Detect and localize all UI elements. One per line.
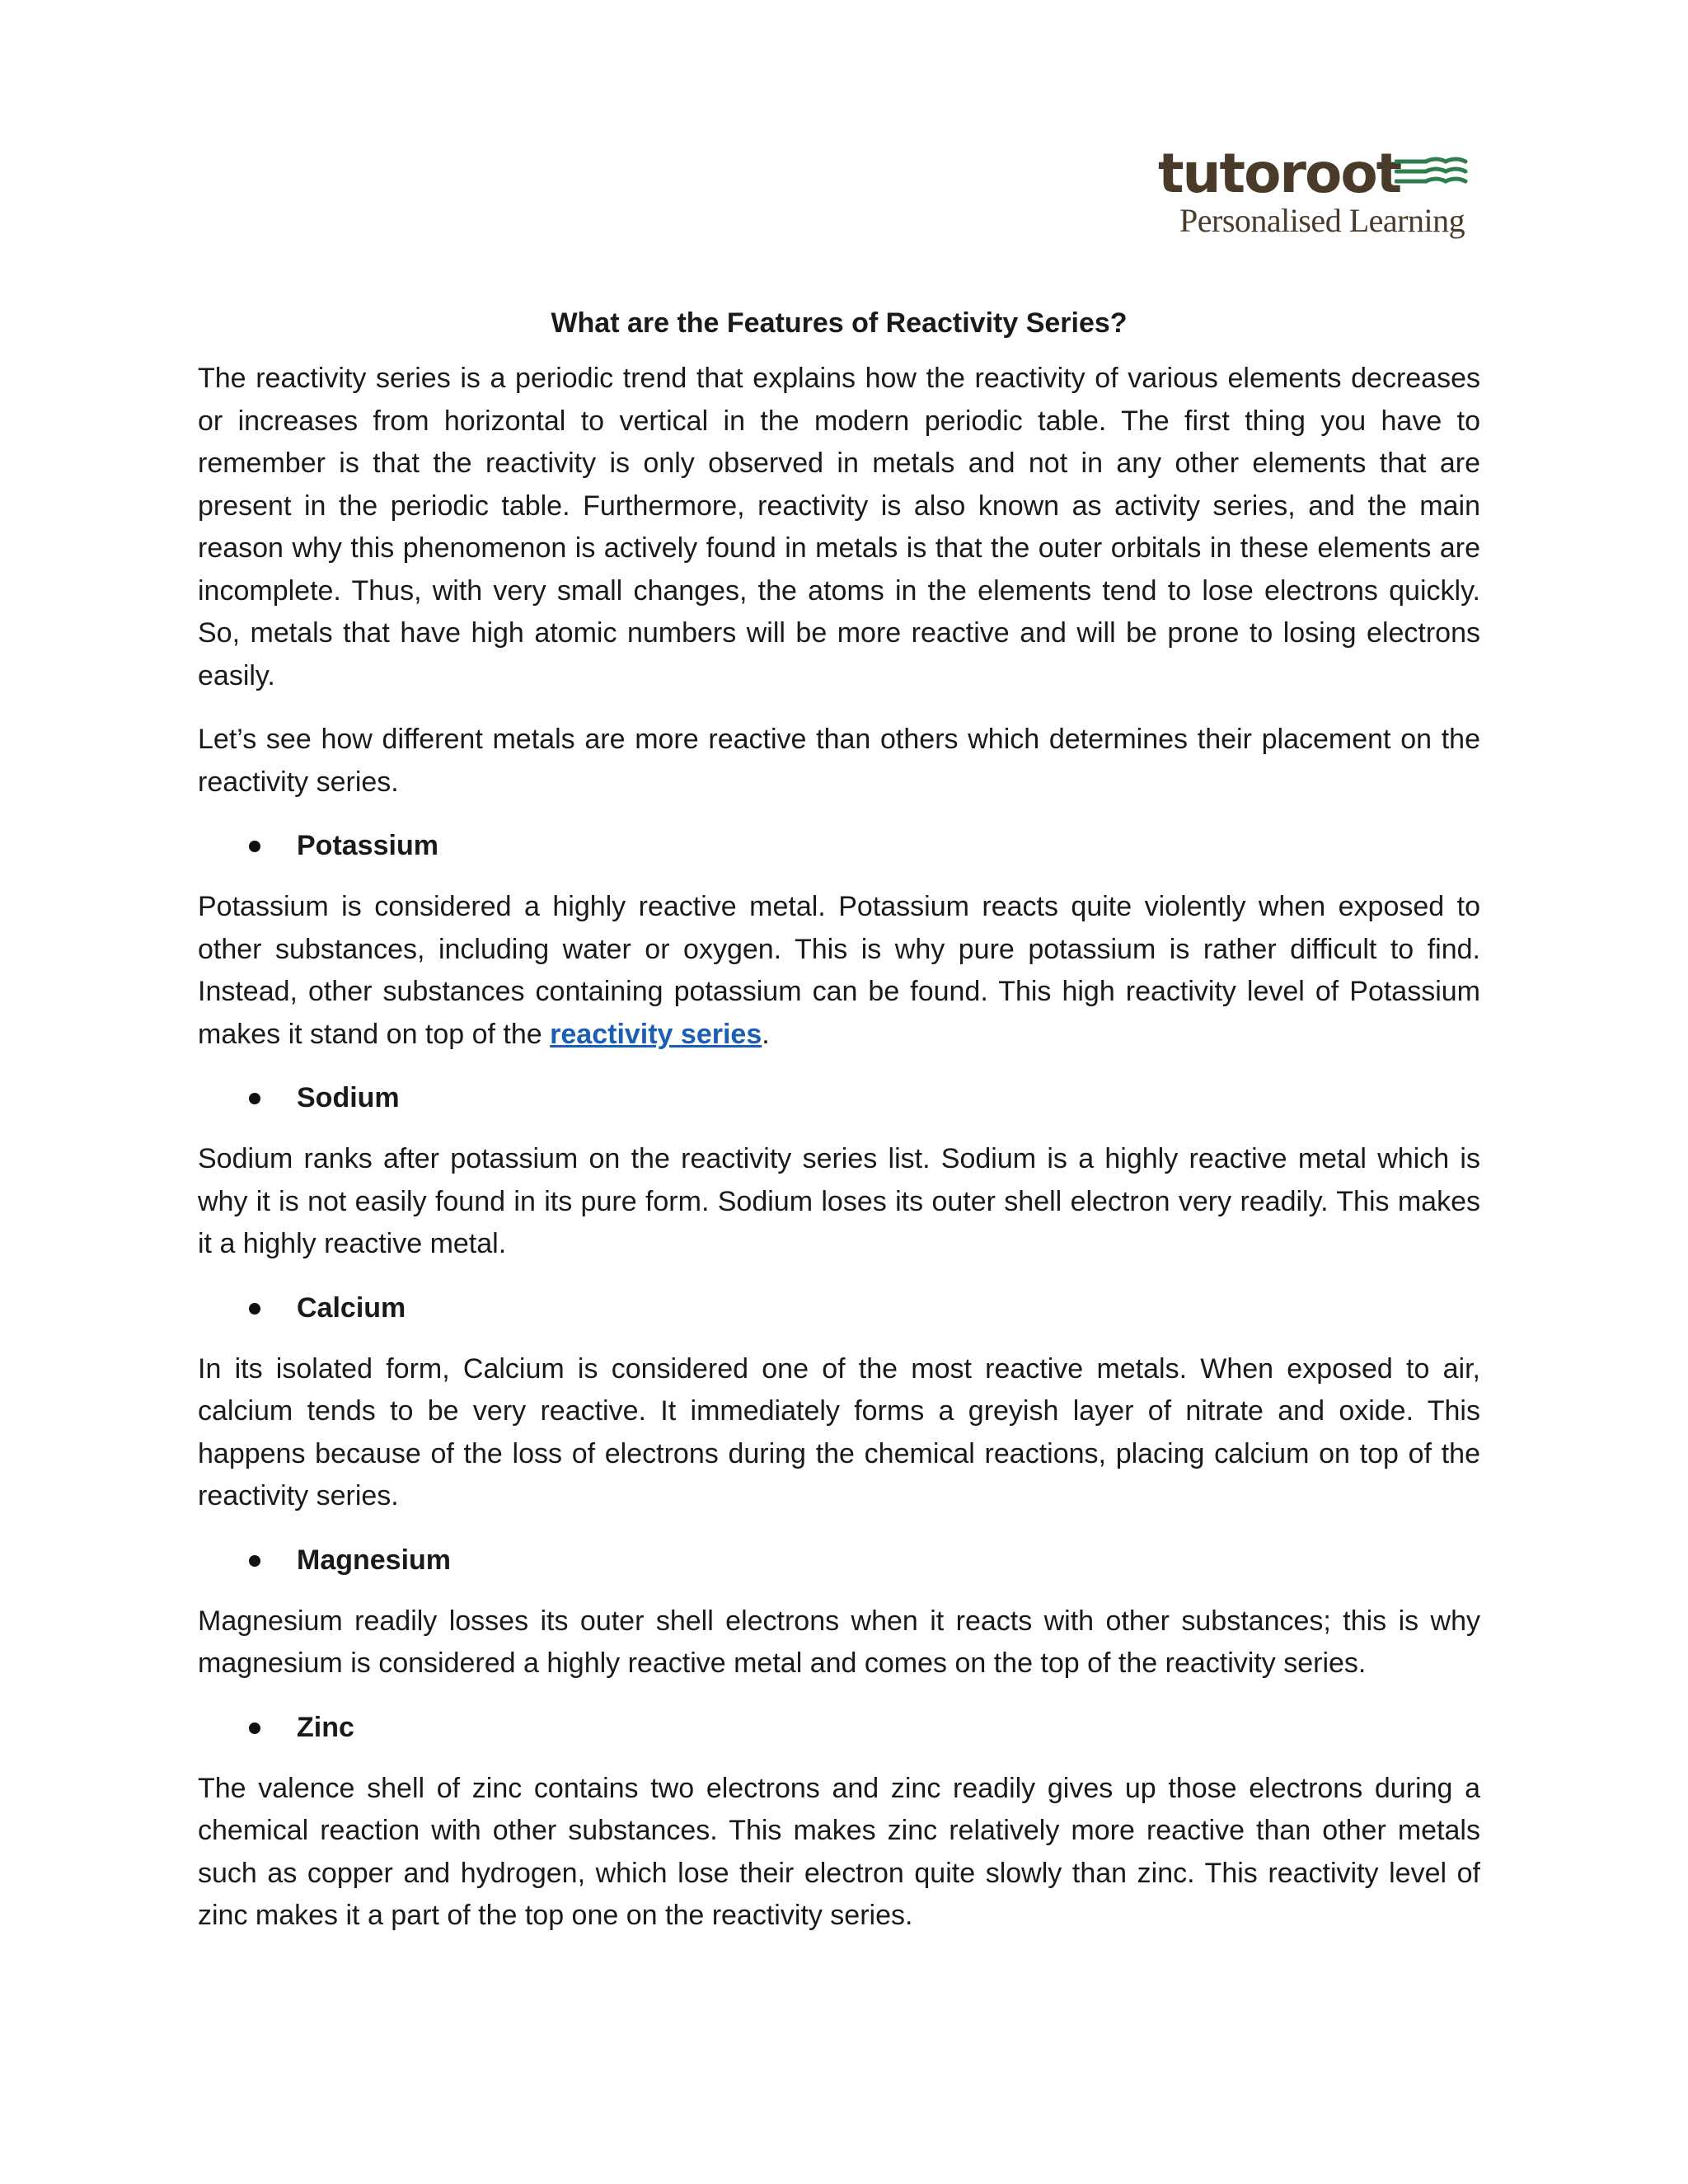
zinc-paragraph: The valence shell of zinc contains two electrons and zinc readily gives up those electrons during a chemical reaction with other substances. This makes zinc relatively more reactive than other metals such as copper and hydrogen, which lose their electron quite slowly than zinc. This reactivity level of zinc makes it a part of the top one on the reactivity series. [198, 1772, 1480, 1931]
heading-text: Potassium [297, 830, 438, 861]
heading-text: Sodium [297, 1082, 400, 1113]
heading-text: Magnesium [297, 1544, 452, 1576]
intro-paragraph: The reactivity series is a periodic trend that explains how the reactivity of various elements decreases or increases from horizontal to vertical in the modern periodic table. The first thing you have to remember is that the reactivity is only observed in metals and not in any other elements that are present in the periodic table. Furthermore, reactivity is also known as activity series, and the main reason why this phenomenon is actively found in metals is that the outer orbitals in these elements are incomplete. Thus, with very small changes, the atoms in the elements tend to lose electrons quickly. So, metals that have high atomic numbers will be more reactive and will be prone to losing electrons easily. [198, 363, 1480, 691]
bullet-heading-calcium [198, 1287, 1480, 1329]
bullet-icon [249, 1093, 260, 1104]
bullet-icon [249, 1303, 260, 1315]
sodium-paragraph: Sodium ranks after potassium on the reactivity series list. Sodium is a highly reactive metal which is why it is not easily found in its pure form. Sodium loses its outer shell electron very readily. This makes it a highly reactive metal. [198, 1143, 1480, 1259]
bullet-icon [249, 841, 260, 852]
books-icon [1395, 155, 1469, 196]
bullet-icon [249, 1555, 260, 1567]
page-title: What are the Features of Reactivity Series? [551, 307, 1128, 339]
reactivity-series-link[interactable]: reactivity series [550, 1018, 762, 1050]
heading-text: Calcium [297, 1291, 406, 1324]
logo-tagline: Personalised Learning [1179, 202, 1465, 239]
logo-wordmark: tutoroot [1158, 142, 1401, 205]
calcium-paragraph: In its isolated form, Calcium is considered one of the most reactive metals. When exposed to air, calcium tends to be very reactive. It immediately forms a greyish layer of nitrate and oxide. This happens because of the loss of electrons during the chemical reactions, placing calcium on top of the reactivity series. [198, 1352, 1480, 1511]
lead-paragraph: Let’s see how different metals are more reactive than others which determines their placement on the reactivity series. [198, 724, 1480, 798]
potassium-paragraph [198, 886, 1480, 1056]
bullet-heading-sodium [198, 1077, 1480, 1119]
bullet-heading-potassium [198, 825, 1480, 867]
bullet-heading-magnesium [198, 1540, 1480, 1582]
bullet-icon [249, 1722, 260, 1734]
heading-text: Zinc [297, 1711, 354, 1743]
paragraph-end: . [762, 1018, 770, 1050]
article [198, 302, 1480, 1959]
magnesium-paragraph: Magnesium readily losses its outer shell electrons when it reacts with other substances; this is why magnesium is considered a highly reactive metal and comes on the top of the reactivity series. [198, 1605, 1480, 1679]
paragraph-text: Potassium is considered a highly reactive metal. Potassium reacts quite violently when exposed to other substances, including water or oxygen. This is why pure potassium is rather difficult to find. Instead, other substances containing potassium can be found. This high reactivity level of Potassium makes it stand on top of the [198, 891, 1480, 1050]
tutoroot-logo [1158, 142, 1471, 246]
bullet-heading-zinc [198, 1707, 1480, 1749]
